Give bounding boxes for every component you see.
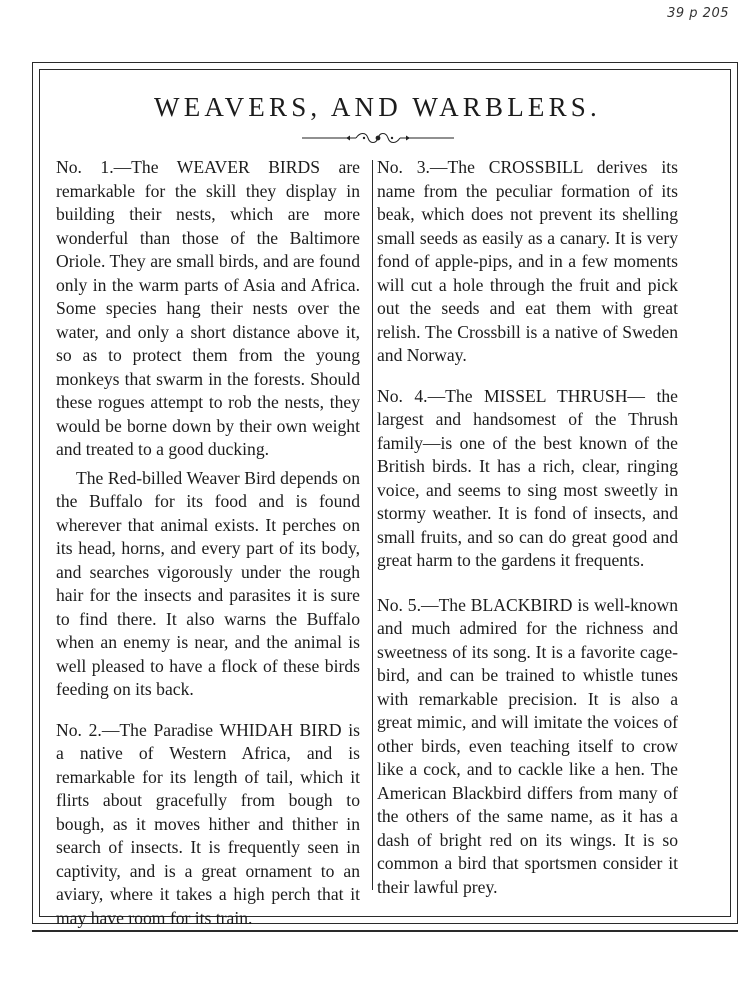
bottom-rule [32, 930, 738, 932]
red-billed-weaver-paragraph: The Red-billed Weaver Bird depends on the Buffalo for its food and is found wherever that animal exists. It perches on its head, horns, and every part of its body, and searches vigorously under the rough hair for the insects and parasites it is sure to find there. It also warns the Buffalo when an enemy is near, and the animal is well pleased to have a flock of these birds feeding on its back. [56, 467, 360, 699]
crossbill-text: derives its name from the peculiar formation of its beak, which does not prevent its shelling small seeds as easily as a canary. It is very fond of apple-pips, and in a few moments will cut a hole through the fruit and pick out the seeds and eat them with great relish. The Crossbill is a native of Sweden and Norway. [377, 157, 678, 365]
whidah-bird-paragraph [56, 719, 360, 931]
weaver-birds-heading: No. 1.—The WEAVER BIRDS [56, 157, 321, 177]
missel-thrush-text: the largest and handsomest of the Thrush family—is one of the best known of the British birds. It has a rich, clear, ringing voice, and seems to sing most sweetly in stormy weather. It is fond of insects, and small fruits, and so can do great good and great harm to the gardens it frequents. [377, 385, 678, 570]
missel-thrush-paragraph [377, 385, 678, 573]
weaver-birds-paragraph [56, 156, 360, 462]
right-column [377, 156, 678, 899]
decorative-scroll-ornament-icon [0, 130, 755, 146]
crossbill-heading: No. 3.—The CROSSBILL [377, 157, 583, 177]
whidah-bird-text: is a native of Western Africa, and is remarkable for its length of tail, which it flirts about gracefully from bough to bough, as it moves hither and thither in search of insects. It is frequently seen in captivity, and is a great ornament to an aviary, where it takes a high perch that it may have room for its train. [56, 719, 360, 928]
page-annotation: 39 p 205 [667, 6, 729, 21]
whidah-bird-heading: No. 2.—The Paradise WHIDAH BIRD [56, 719, 342, 740]
column-divider [372, 160, 373, 890]
crossbill-paragraph [377, 156, 678, 368]
page-title: WEAVERS, AND WARBLERS. [154, 92, 601, 122]
blackbird-heading: No. 5.—The BLACKBIRD [377, 594, 573, 615]
missel-thrush-heading: No. 4.—The MISSEL THRUSH— [377, 385, 646, 406]
blackbird-paragraph [377, 594, 678, 900]
weaver-birds-text: are remarkable for the skill they display in building their nests, which are more wonderful than those of the Baltimore Oriole. They are small birds, and are found only in the warm parts of Asia and Africa. Some species hang their nests over the water, and only a short distance above it, so as to protect them from the young monkeys that swarm in the forests. Should these rogues attempt to rob the nests, they would be borne down by their own weight and treated to a good ducking. [56, 157, 360, 459]
left-column [56, 156, 360, 930]
blackbird-text: is well-known and much admired for the richness and sweetness of its song. It is a favorite cage-bird, and can be trained to whistle tunes with remarkable precision. It is also a great mimic, and will imitate the voices of other birds, even teaching itself to crow like a cock, and to cackle like a hen. The American Blackbird differs from many of the others of the same name, as it has a dash of bright red on its wings. It is so common a bird that sportsmen consider it their lawful prey. [377, 594, 678, 897]
